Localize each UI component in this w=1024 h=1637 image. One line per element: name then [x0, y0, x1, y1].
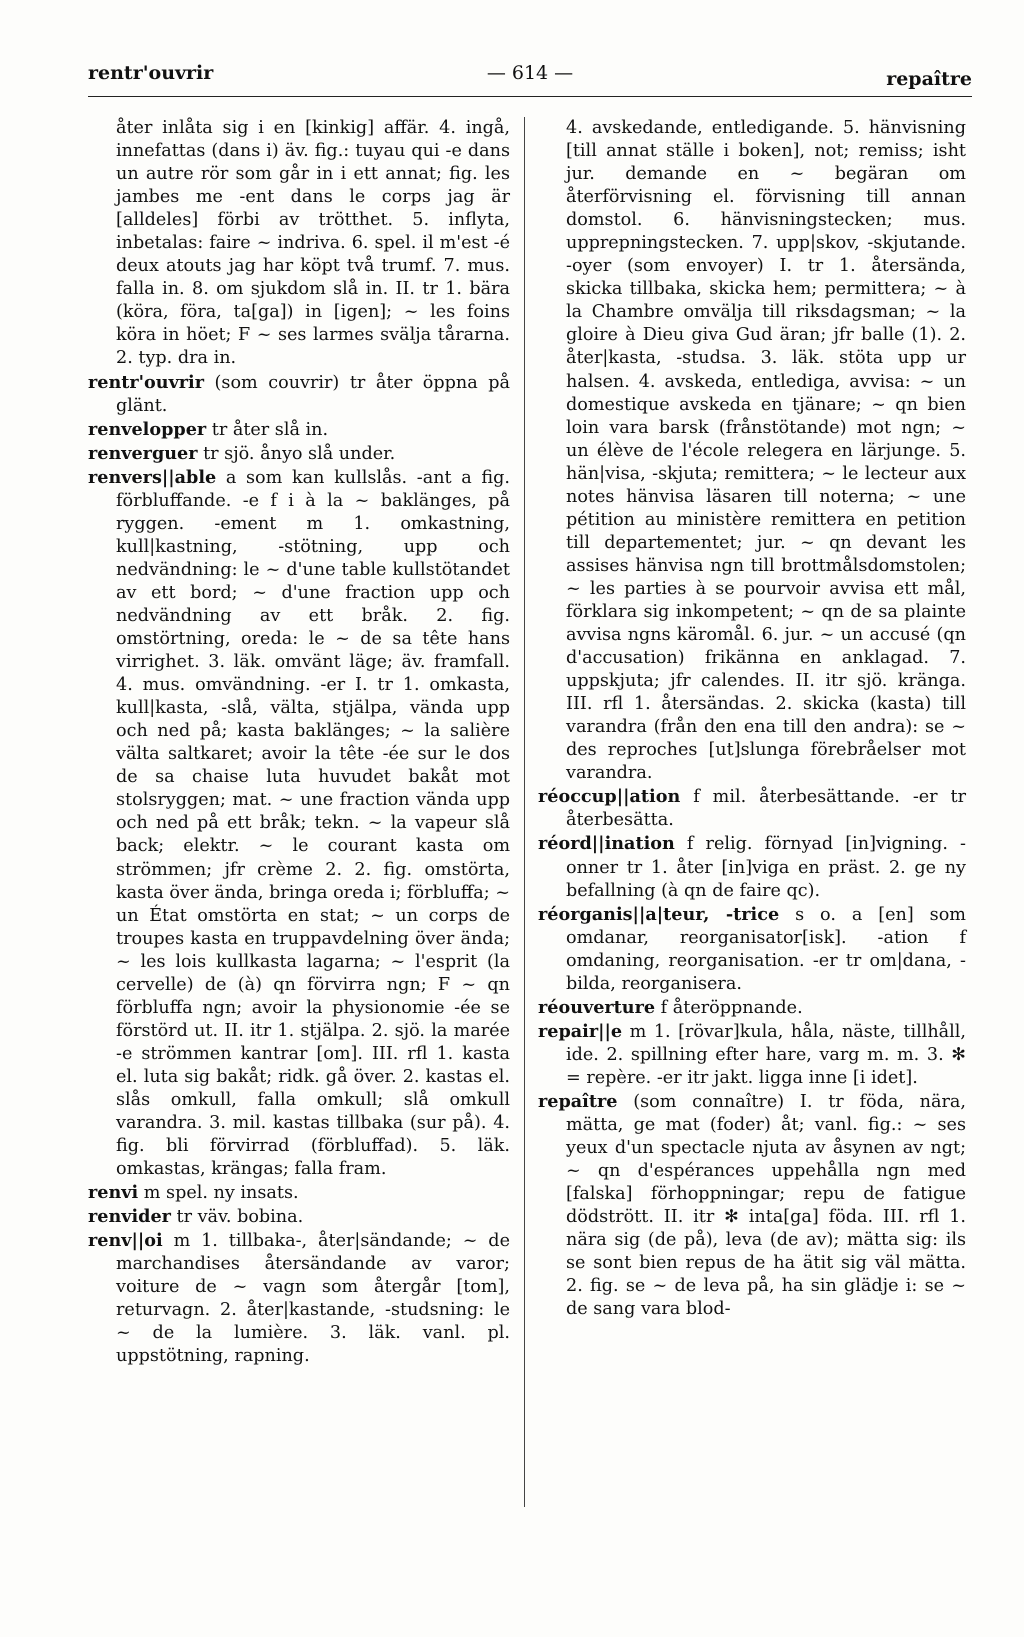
left-guideword: rentr'ouvrir — [88, 62, 214, 84]
entry-headword: renv||oi — [88, 1230, 163, 1252]
page-header — [88, 58, 972, 92]
header-rule — [88, 96, 972, 97]
entry-text: m 1. tillbaka-, åter|sändande; ~ de marchandises återsändande av varor; voiture de ~ vagn som återgår [tom], returvagn. 2. åter|kastande, -studsning: le ~ de la lumière. 3. läk. vanl. pl. uppstötning, rapning. — [116, 1231, 510, 1367]
entry-headword: renvi — [88, 1182, 139, 1204]
entry-headword: réord||ination — [538, 833, 675, 855]
entry-headword: réorganis||a|teur, -trice — [538, 903, 780, 925]
right-guideword: repaître — [886, 68, 972, 90]
dictionary-entry — [538, 1020, 966, 1090]
entry-text: a som kan kullslås. -ant a fig. förbluffande. -e f i à la ~ baklänges, på ryggen. -ement m 1. omkastning, kull|kastning, -stötning, upp och nedvändning: le ~ d'une table kullstötandet av ett bord; ~ d'une fraction upp och nedvändning av ett bråk. 2. fig. omstörtning, oreda: le ~ de sa tête hans virrighet. 3. läk. omvänt läge; äv. framfall. 4. mus. omvändning. -er I. tr 1. omkasta, kull|kasta, -slå, välta, stjälpa, vända upp och ned på; kasta baklänges; ~ la salière välta saltkaret; avoir la tête -ée sur le dos de sa chaise luta huvudet bakåt mot stolsryggen; mat. ~ une fraction vända upp och ned på ett bråk; tekn. ~ la vapeur slå back; elektr. ~ le courant kasta om strömmen; jfr crème 2. 2. fig. omstörta, kasta över ända, bringa oreda i; förbluffa; ~ un État omstörta en stat; ~ un corps de troupes kasta en truppavdelning över ända; ~ les lois kullkasta lagarna; ~ l'esprit (la cervelle) de (à) qn förvirra ngn; F ~ qn förbluffa ngn; avoir la physionomie -ée se förstörd ut. II. itr 1. stjälpa. 2. sjö. la marée -e strömmen kantrar [om]. III. rfl 1. kasta el. luta sig bakåt; ridk. gå över. 2. kastas el. slås omkull, falla omkull; slå omkull varandra. 3. mil. kastas tillbaka (sur på). 4. fig. bli förvirrad (förbluffad). 5. läk. omkastas, krängas; falla fram. — [116, 467, 510, 1180]
entry-text: (som couvrir) tr åter öppna på glänt. — [116, 372, 510, 416]
entry-text: 4. avskedande, entledigande. 5. hänvisning [till annat ställe i boken], not; remiss; isht jur. demande en ~ begäran om återförvisning el. förvisning till annan domstol. 6. hänvisningstecken; mus. upprepningstecken. 7. upp|skov, -skjutande. -oyer (som envoyer) I. tr 1. återsända, skicka tillbaka, skicka hem; permittera; ~ à la Chambre omvälja till riksdagsman; ~ la gloire à Dieu giva Gud äran; jfr balle (1). 2. åter|kasta, -studsa. 3. läk. stöta upp ur halsen. 4. avskeda, entlediga, avvisa: ~ un domestique avskeda en tjänare; ~ qn bien loin vara barsk (frånstötande) mot ngn; ~ un élève de l'école relegera en lärjunge. 5. hän|visa, -skjuta; remittera; ~ le lecteur aux notes hänvisa läsaren till noterna; ~ une pétition au ministère remittera en petition till departementet; jur. ~ qn devant les assises hänvisa ngn till brottmålsdomstolen; ~ les parties à se pourvoir avvisa ett mål, förklara sig inkompetent; ~ qn de sa plainte avvisa ngns käromål. 6. jur. ~ un accusé (qn d'accusation) frikänna en anklagad. 7. uppskjuta; jfr calendes. II. itr sjö. kränga. III. rfl 1. återsändas. 2. skicka (kasta) till varandra (från den ena till den andra): se ~ des reproches [ut]slunga förebråelser mot varandra. — [566, 118, 966, 784]
dictionary-entry — [538, 996, 966, 1020]
dictionary-entry — [538, 1090, 966, 1321]
entry-text: tr väv. bobina. — [170, 1207, 304, 1228]
entry-text: m 1. [rövar]kula, håla, näste, tillhåll, ide. 2. spillning efter hare, varg m. m. 3. ✻ = repère. -er itr jakt. ligga inne [i idet]. — [566, 1021, 966, 1088]
page-number: — 614 — — [486, 62, 574, 84]
dictionary-entry — [88, 117, 510, 371]
column-divider — [524, 117, 525, 1507]
dictionary-entry — [538, 117, 966, 785]
dictionary-entry — [88, 1205, 510, 1229]
entry-text: tr åter slå in. — [206, 419, 329, 440]
entry-headword: réoccup||ation — [538, 786, 681, 808]
dictionary-entry — [88, 466, 510, 1181]
entry-headword: réouverture — [538, 996, 656, 1018]
entry-text: f mil. återbesättande. -er tr återbesätta. — [566, 787, 966, 831]
entry-text: f återöppnande. — [655, 997, 803, 1018]
entry-headword: repaître — [538, 1090, 618, 1112]
dictionary-entry — [88, 371, 510, 418]
entry-headword: rentr'ouvrir — [88, 371, 205, 393]
entry-text: f relig. förnyad [in]vigning. -onner tr 1. åter [in]viga en präst. 2. ge ny befallning (à qn de faire qc). — [566, 834, 966, 901]
dictionary-entry — [538, 785, 966, 832]
entry-text: s o. a [en] som omdanar, reorganisator[isk]. -ation f omdaning, reorganisation. -er tr om|dana, -bilda, reorganisera. — [566, 904, 966, 994]
dictionary-entry — [88, 418, 510, 442]
entry-headword: renvelopper — [88, 418, 207, 440]
entry-text: (som connaître) I. tr föda, nära, mätta, ge mat (foder) åt; vanl. fig.: ~ ses yeux d'un spectacle njuta av åsynen av ngt; ~ qn d'espérances uppehålla ngn med [falska] förhoppningar; repu de fatigue dödstrött. II. itr ✻ inta[ga] föda. III. rfl 1. nära sig (de på), leva (de av); mätta sig: ils se sont bien repus de ha ätit sig väl mätta. 2. fig. se ~ de leva på, ha sin glädje i: se ~ de sang vara blod- — [566, 1091, 966, 1320]
right-column — [538, 117, 966, 1321]
dictionary-entry — [88, 442, 510, 466]
dictionary-entry — [538, 832, 966, 902]
left-column — [88, 117, 510, 1369]
entry-headword: renvider — [88, 1206, 171, 1228]
entry-text: m spel. ny insats. — [138, 1183, 299, 1204]
dictionary-entry — [88, 1181, 510, 1205]
entry-text: åter inlåta sig i en [kinkig] affär. 4. ingå, innefattas (dans i) äv. fig.: tuyau qui -e dans un autre rör som går in i ett annat; fig. les jambes me -ent dans le corps jag är [alldeles] förbi av trötthet. 5. inflyta, inbetalas: faire ~ indriva. 6. spel. il m'est -é deux atouts jag har köpt två trumf. 7. mus. falla in. 8. om sjukdom slå in. II. tr 1. bära (köra, föra, ta[ga]) in [igen]; ~ les foins köra in höet; F ~ ses larmes svälja tårarna. 2. typ. dra in. — [116, 118, 510, 369]
dictionary-entry — [538, 903, 966, 996]
entry-headword: renverguer — [88, 442, 198, 464]
entry-headword: renvers||able — [88, 466, 217, 488]
entry-headword: repair||e — [538, 1020, 623, 1042]
entry-text: tr sjö. ånyo slå under. — [197, 443, 396, 464]
dictionary-entry — [88, 1229, 510, 1368]
